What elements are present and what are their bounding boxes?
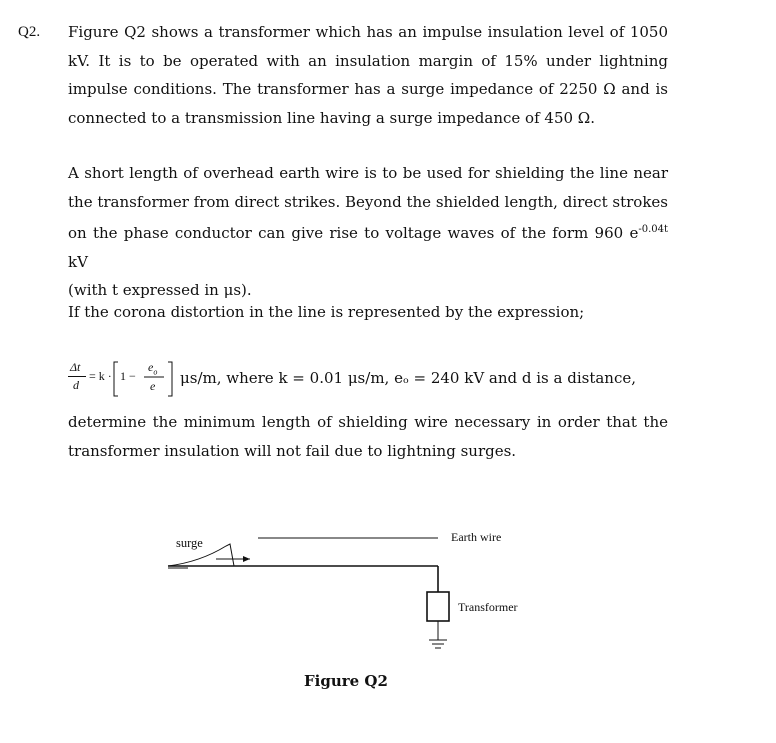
transformer-label: Transformer [458, 600, 518, 614]
formula-equals-k: = k · [89, 369, 112, 383]
earth-wire-label: Earth wire [451, 530, 502, 544]
text-line: Figure Q2 shows a transformer which has an impulse insulation level of 1050 [68, 23, 668, 41]
formula-tail: μs/m, where k = 0.01 μs/m, eₒ = 240 kV and d is a distance, [180, 369, 637, 387]
wave-text: on the phase conductor can give rise to voltage waves of the form 960 e [68, 224, 639, 242]
formula-inner-numerator: $e_o$ [148, 360, 158, 377]
text-line: connected to a transmission line having a surge impedance of 450 Ω. [68, 108, 596, 127]
wave-exponent: -0.04t [638, 224, 668, 235]
formula-inner-denominator: e [150, 379, 156, 393]
transformer-box [427, 592, 449, 621]
text-line: the transformer from direct strikes. Beyond the shielded length, direct strokes [68, 192, 668, 211]
text-line: A short length of overhead earth wire is to be used for shielding the line near [68, 164, 668, 182]
text-line: kV. It is to be operated with an insulation margin of 15% under lightning [68, 51, 668, 70]
surge-label: surge [176, 536, 203, 550]
wave-unit: kV [68, 252, 88, 271]
text-line: (with t expressed in μs). [68, 281, 252, 299]
formula-one-minus: 1 − [120, 369, 136, 383]
text-line: determine the minimum length of shielding wire necessary in order that the [68, 413, 668, 431]
formula-lhs-numerator: Δt [70, 360, 81, 374]
surge-arrow-head [243, 556, 250, 562]
formula-lhs-denominator: d [73, 378, 79, 392]
figure-caption: Figure Q2 [304, 672, 388, 690]
text-line: transformer insulation will not fail due to lightning surges. [68, 441, 517, 460]
text-line: impulse conditions. The transformer has a surge impedance of 2250 Ω and is [68, 80, 668, 98]
text-line: If the corona distortion in the line is represented by the expression; [68, 303, 585, 321]
question-number: Q2. [18, 24, 41, 40]
